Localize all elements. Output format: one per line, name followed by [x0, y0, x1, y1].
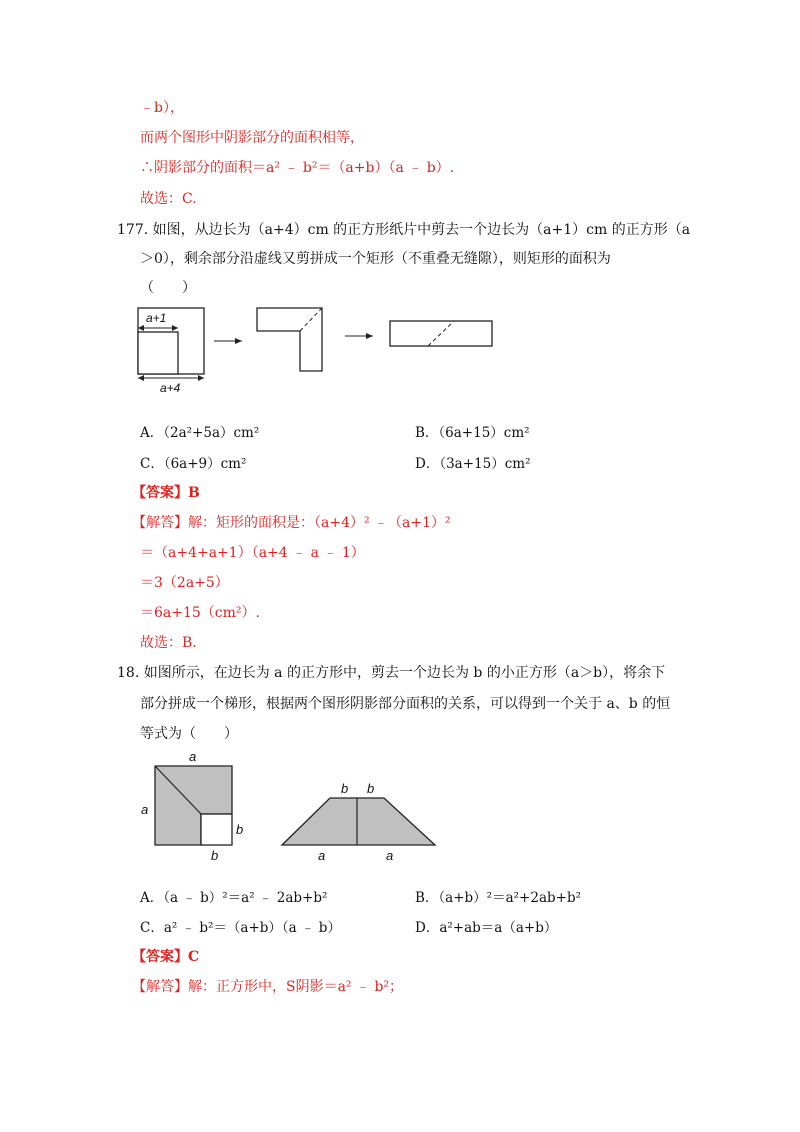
- q18-figure: [135, 748, 455, 868]
- q177-option-c[interactable]: C．（6a+9）cm²: [140, 456, 247, 472]
- prev-solution-line-1: ﹣b），: [140, 100, 184, 116]
- q177-l-shape: [257, 308, 322, 371]
- q18-option-a[interactable]: A．（a ﹣ b）²＝a² ﹣ 2ab+b²: [140, 890, 328, 906]
- q18-option-d[interactable]: D．a²+ab＝a（a+b）: [415, 920, 558, 936]
- prev-solution-line-2: 而两个图形中阴影部分的面积相等，: [140, 130, 364, 146]
- q18-label-square-right: b: [236, 822, 244, 837]
- q177-solution-line-1: 【解答】解：矩形的面积是：（a+4）² ﹣（a+1）²: [132, 515, 451, 531]
- q177-label-a-plus-4: a+4: [160, 381, 181, 395]
- q18-stem-line-3: 等式为（ ）: [140, 726, 238, 742]
- prev-solution-line-3: ∴阴影部分的面积＝a² ﹣ b²＝（a+b）（a ﹣ b）.: [140, 160, 455, 176]
- q177-stem-line-3: （ ）: [140, 280, 196, 296]
- q18-label-square-left: a: [141, 802, 149, 817]
- q177-answer: 【答案】B: [132, 485, 200, 501]
- q177-solution-line-3: ＝3（2a+5）: [140, 575, 229, 591]
- prev-solution-line-4: 故选：C.: [140, 191, 197, 207]
- q177-solution-line-2: ＝（a+4+a+1）（a+4 ﹣ a ﹣ 1）: [140, 545, 365, 561]
- q18-stem-line-2: 部分拼成一个梯形，根据两个图形阴影部分面积的关系，可以得到一个关于 a、b 的恒: [140, 696, 671, 712]
- q177-stem-line-1: 177. 如图，从边长为（a+4）cm 的正方形纸片中剪去一个边长为（a+1）cm 的正方形（a: [117, 222, 691, 238]
- q177-label-a-plus-1: a+1: [146, 311, 167, 325]
- q177-option-a[interactable]: A．（2a²+5a）cm²: [140, 425, 260, 441]
- q177-rectangle: [390, 321, 492, 346]
- q177-solution-line-5: 故选：B.: [140, 635, 197, 651]
- q177-small-square: [138, 332, 178, 374]
- q177-option-b[interactable]: B．（6a+15）cm²: [415, 425, 530, 441]
- q18-stem-line-1: 18. 如图所示，在边长为 a 的正方形中，剪去一个边长为 b 的小正方形（a＞b），将余下: [117, 665, 666, 681]
- q18-label-square-top: a: [189, 749, 197, 764]
- q177-option-d[interactable]: D．（3a+15）cm²: [415, 456, 531, 472]
- q18-option-b[interactable]: B．（a+b）²＝a²+2ab+b²: [415, 890, 582, 906]
- q18-label-trap-top-1: b: [341, 781, 349, 796]
- q18-trapezoid: [282, 798, 435, 845]
- q177-solution-line-4: ＝6a+15（cm²）.: [140, 605, 260, 621]
- q18-solution-line-1: 【解答】解：正方形中，S阴影＝a² ﹣ b²；: [132, 979, 404, 995]
- q177-figure: [130, 300, 510, 400]
- q18-label-trap-bottom-1: a: [318, 848, 326, 863]
- q18-removed-square: [201, 814, 232, 845]
- q177-stem-line-2: ＞0），剩余部分沿虚线又剪拼成一个矩形（不重叠无缝隙），则矩形的面积为: [140, 251, 611, 267]
- q18-label-square-bottom: b: [211, 848, 219, 863]
- q18-label-trap-bottom-2: a: [386, 848, 394, 863]
- q18-option-c[interactable]: C．a² ﹣ b²＝（a+b）（a ﹣ b）: [140, 920, 341, 936]
- q18-answer: 【答案】C: [132, 949, 200, 965]
- q18-label-trap-top-2: b: [367, 781, 375, 796]
